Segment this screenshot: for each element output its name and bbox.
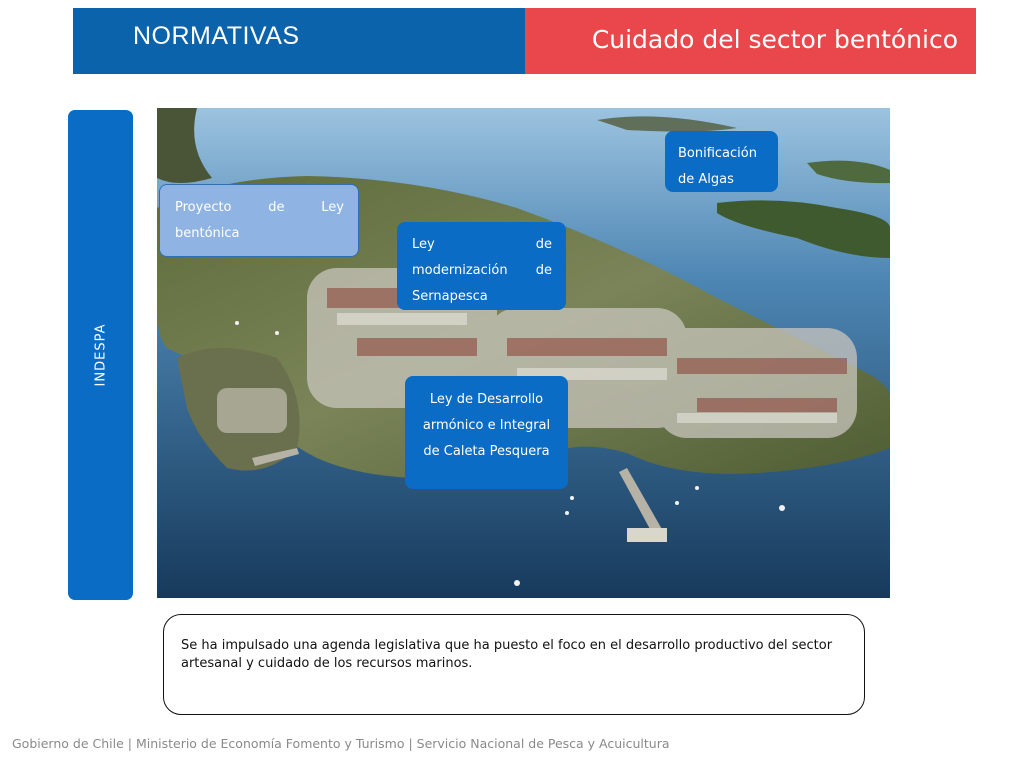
section-title: NORMATIVAS [133,22,300,50]
callout-ley-modernizacion: Ley de modernización de Sernapesca [397,222,566,310]
aerial-coast-image [157,108,890,598]
callout-bonificacion-algas: Bonificación de Algas [665,131,778,192]
callout-ley-desarrollo-caleta: Ley de Desarrollo armónico e Integral de Caleta Pesquera [405,376,568,489]
summary-note [163,614,865,715]
aerial-photo [157,108,890,598]
footer-credits: Gobierno de Chile | Ministerio de Economía Fomento y Turismo | Servicio Nacional de Pesca y Acuicultura [12,736,670,751]
header-section-bar [73,8,525,74]
callout-proyecto-ley-bentonica: Proyecto de Ley bentónica [159,184,359,257]
page-title: Cuidado del sector bentónico [591,25,958,54]
summary-text: Se ha impulsado una agenda legislativa que ha puesto el foco en el desarrollo productivo del sector artesanal y cuidado de los recursos marinos. [181,638,833,671]
header-title-bar [525,8,976,74]
sidebar-label: INDESPA [93,323,108,387]
sidebar-indespa [68,110,133,600]
